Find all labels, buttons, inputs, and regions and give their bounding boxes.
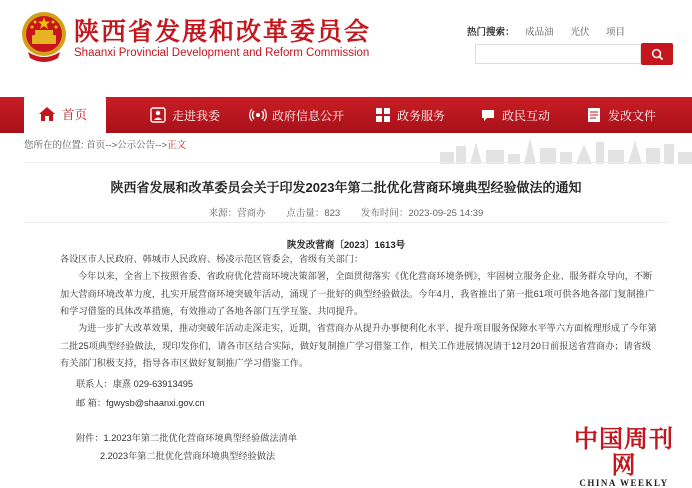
contact-email: 邮 箱：fgwysb@shaanxi.gov.cn xyxy=(76,398,205,408)
article-title: 陕西省发展和改革委员会关于印发2023年第二批优化营商环境典型经验做法的通知 xyxy=(110,180,582,195)
national-emblem-icon xyxy=(20,8,68,64)
document-icon xyxy=(586,107,602,123)
article-source: 来源：营商办 xyxy=(208,208,266,219)
nav-home-label: 首页 xyxy=(62,108,88,122)
article-time: 发布时间：2023-09-25 14:39 xyxy=(360,208,484,219)
broadcast-icon xyxy=(250,107,266,123)
breadcrumb xyxy=(24,137,186,151)
hot-search xyxy=(467,24,639,38)
search-button[interactable] xyxy=(641,43,673,65)
nav-item-label: 政务服务 xyxy=(397,108,446,123)
search-input[interactable] xyxy=(475,44,641,64)
hot-search-label: 热门搜索： xyxy=(467,27,515,38)
house-icon xyxy=(38,106,56,122)
breadcrumb-prefix: 您所在的位置: xyxy=(24,140,84,151)
nav-item-documents[interactable] xyxy=(586,97,656,133)
hot-keyword-link[interactable]: 成品油 xyxy=(525,27,554,38)
article-meta xyxy=(0,205,692,219)
watermark-en: CHINA WEEKLY xyxy=(579,478,669,488)
section-divider xyxy=(24,162,668,163)
meta-divider xyxy=(24,222,668,223)
document-number: 陕发改营商〔2023〕1613号 xyxy=(286,240,406,251)
hot-keyword-link[interactable]: 光伏 xyxy=(570,27,590,38)
nav-item-interaction[interactable] xyxy=(480,97,550,133)
article-paragraph: 为进一步扩大改革效果，推动突破年活动走深走实，近期，省营商办从提升办事便利化水平、提升项目服务保障水平等六方面梳理形成了今年第二批25项典型经验做法，现印发你们，请各市区结合实际，做好复制推广学习借鉴工作，相关工作进展情况请于12月20日前报送省营商办；请省级有关部门积极支持，指导各市区做好复制推广学习借鉴工作。 xyxy=(60,323,657,368)
main-nav xyxy=(0,97,692,133)
nav-item-info-disclosure[interactable] xyxy=(250,97,344,133)
breadcrumb-home-link[interactable]: 首页 xyxy=(86,140,106,151)
china-weekly-watermark xyxy=(562,426,686,488)
city-skyline-decoration xyxy=(430,134,692,164)
grid-icon xyxy=(375,107,391,123)
search-icon xyxy=(651,48,664,61)
nav-item-about[interactable] xyxy=(150,97,220,133)
article-addressee: 各设区市人民政府、韩城市人民政府、杨凌示范区管委会，省级有关部门： xyxy=(60,254,364,264)
user-icon xyxy=(150,107,166,123)
contact-person: 联系人：康熹 029-63913495 xyxy=(76,379,193,389)
article-clicks: 点击量：823 xyxy=(286,208,341,219)
article-paragraph: 今年以来，全省上下按照省委、省政府优化营商环境决策部署，全面贯彻落实《优化营商环境条例》，牢固树立服务企业、服务群众导向，不断加大营商环境改革力度，扎实开展营商环境突破年活动，涌现了一批好的典型经验做法。今年4月，我省推出了第一批61项可供各地各部门复制推广和学习借鉴的具体改革措施，有效推动了各地各部门互学互鉴、共同提升。 xyxy=(60,271,655,316)
nav-item-label: 政民互动 xyxy=(502,108,551,123)
org-name-en: Shaanxi Provincial Development and Reform Commission xyxy=(74,47,370,59)
nav-home[interactable] xyxy=(24,95,106,133)
hot-keyword-link[interactable]: 项目 xyxy=(605,27,625,38)
attachment-link[interactable]: 附件：1.2023年第二批优化营商环境典型经验做法清单 xyxy=(76,433,298,443)
chat-icon xyxy=(480,107,496,123)
breadcrumb-current: 正文 xyxy=(167,140,187,151)
site-header xyxy=(0,0,692,82)
breadcrumb-sep: --> xyxy=(155,140,168,151)
watermark-cn: 中国周刊网 xyxy=(574,424,674,479)
nav-item-label: 走进我委 xyxy=(172,108,221,123)
org-name-cn: 陕西省发展和改革委员会 xyxy=(74,18,372,46)
nav-item-services[interactable] xyxy=(375,97,445,133)
breadcrumb-section-link[interactable]: 公示公告 xyxy=(117,140,156,151)
breadcrumb-sep: --> xyxy=(105,140,118,151)
nav-item-label: 政府信息公开 xyxy=(272,108,345,123)
attachment-link[interactable]: 2.2023年第二批优化营商环境典型经验做法 xyxy=(100,451,276,461)
nav-item-label: 发改文件 xyxy=(608,108,657,123)
